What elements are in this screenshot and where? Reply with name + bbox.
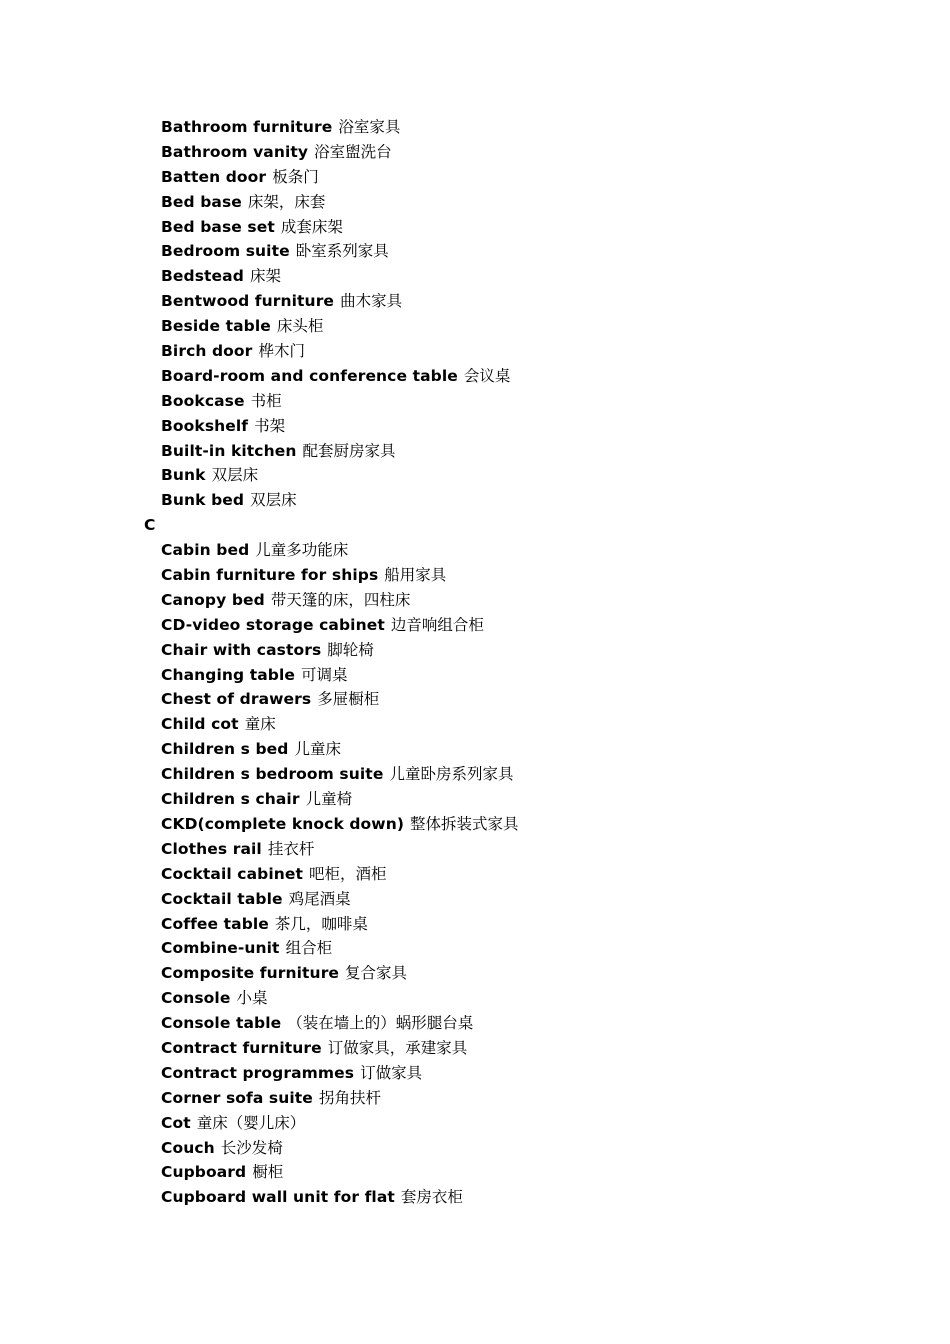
chinese-translation: 吧柜，酒柜 — [309, 864, 387, 883]
glossary-entry — [0, 1036, 950, 1061]
section-letter: C — [144, 516, 156, 535]
glossary-entry — [0, 961, 950, 986]
chinese-translation: 桦木门 — [258, 342, 305, 361]
glossary-entry — [0, 463, 950, 488]
chinese-translation: 书柜 — [250, 391, 282, 410]
english-term: Combine-unit — [161, 939, 280, 958]
glossary-entry — [0, 1160, 950, 1185]
english-term: Cot — [161, 1113, 191, 1132]
glossary-entry — [0, 887, 950, 912]
chinese-translation: 卧室系列家具 — [295, 242, 389, 261]
glossary-entry — [0, 762, 950, 787]
chinese-translation: 床头柜 — [276, 317, 324, 336]
glossary-entry — [0, 862, 950, 887]
glossary-entry — [0, 912, 950, 937]
chinese-translation: 茶几，咖啡桌 — [274, 914, 368, 933]
chinese-translation: 套房衣柜 — [400, 1188, 463, 1207]
english-term: Bathroom furniture — [161, 118, 333, 136]
glossary-entry — [0, 439, 950, 464]
chinese-translation: 复合家具 — [345, 964, 408, 983]
glossary-entry — [0, 190, 950, 215]
chinese-translation: 会议桌 — [463, 366, 511, 385]
chinese-translation: （装在墙上的）蜗形腿台桌 — [287, 1014, 474, 1033]
glossary-entry — [0, 314, 950, 339]
chinese-translation: 多屉橱柜 — [317, 690, 380, 709]
english-term: Bathroom vanity — [161, 142, 309, 161]
chinese-translation: 童床（婴儿床） — [196, 1113, 306, 1132]
glossary-entry — [0, 663, 950, 688]
chinese-translation: 浴室家具 — [338, 118, 401, 136]
glossary-entry — [0, 1086, 950, 1111]
english-term: Cupboard wall unit for flat — [161, 1188, 395, 1207]
glossary-entry — [0, 613, 950, 638]
glossary-entry — [0, 1111, 950, 1136]
glossary-entry — [0, 1011, 950, 1036]
chinese-translation: 板条门 — [272, 167, 319, 186]
chinese-translation: 配套厨房家具 — [302, 441, 396, 460]
chinese-translation: 船用家具 — [384, 566, 447, 585]
chinese-translation: 鸡尾酒桌 — [288, 889, 351, 908]
chinese-translation: 可调桌 — [301, 665, 348, 684]
english-term: Beside table — [161, 317, 271, 336]
chinese-translation: 脚轮椅 — [327, 640, 374, 659]
chinese-translation: 成套床架 — [280, 217, 343, 236]
english-term: Cabin bed — [161, 541, 250, 560]
chinese-translation: 订做家具，承建家具 — [327, 1038, 468, 1057]
english-term: CKD(complete knock down) — [161, 814, 405, 833]
chinese-translation: 床架，床套 — [247, 192, 326, 211]
chinese-translation: 儿童多功能床 — [255, 541, 349, 560]
glossary-entry — [0, 165, 950, 190]
english-term: Canopy bed — [161, 590, 265, 609]
chinese-translation: 小桌 — [236, 989, 268, 1008]
english-term: Bookshelf — [161, 416, 249, 435]
glossary-entry — [0, 1185, 950, 1210]
chinese-translation: 长沙发椅 — [220, 1138, 283, 1157]
chinese-translation: 曲木家具 — [340, 292, 403, 311]
english-term: Cabin furniture for ships — [161, 566, 379, 585]
english-term: Bedroom suite — [161, 242, 290, 261]
english-term: Console — [161, 989, 231, 1008]
chinese-translation: 儿童椅 — [305, 790, 353, 809]
glossary-entry — [0, 787, 950, 812]
chinese-translation: 双层床 — [250, 491, 297, 510]
english-term: Bentwood furniture — [161, 292, 335, 311]
glossary-entry — [0, 364, 950, 389]
english-term: Children s bed — [161, 740, 289, 759]
chinese-translation: 整体拆装式家具 — [410, 814, 519, 833]
english-term: Batten door — [161, 167, 267, 186]
glossary-entry — [0, 712, 950, 737]
english-term: Children s chair — [161, 790, 300, 809]
glossary-entry — [0, 986, 950, 1011]
glossary-entry — [0, 414, 950, 439]
chinese-translation: 组合柜 — [285, 939, 333, 958]
chinese-translation: 拐角扶杆 — [318, 1088, 381, 1107]
glossary-entry — [0, 936, 950, 961]
english-term: Bed base — [161, 192, 242, 211]
chinese-translation: 童床 — [244, 715, 276, 734]
glossary-entry — [0, 488, 950, 513]
glossary-entry — [0, 812, 950, 837]
glossary-entry — [0, 837, 950, 862]
glossary-entry — [0, 1061, 950, 1086]
chinese-translation: 边音响组合柜 — [390, 615, 484, 634]
chinese-translation: 儿童床 — [294, 740, 341, 759]
chinese-translation: 订做家具 — [360, 1063, 423, 1082]
english-term: Coffee table — [161, 914, 269, 933]
english-term: Bunk — [161, 466, 206, 485]
english-term: Child cot — [161, 715, 239, 734]
chinese-translation: 儿童卧房系列家具 — [389, 765, 514, 784]
english-term: Clothes rail — [161, 839, 262, 858]
glossary-entry — [0, 737, 950, 762]
chinese-translation: 书架 — [254, 416, 286, 435]
chinese-translation: 床架 — [249, 267, 281, 286]
glossary-entry — [0, 215, 950, 240]
english-term: Changing table — [161, 665, 296, 684]
english-term: Built-in kitchen — [161, 441, 297, 460]
glossary-entry — [0, 289, 950, 314]
english-term: Board-room and conference table — [161, 366, 458, 385]
english-term: Birch door — [161, 342, 253, 361]
glossary-list — [0, 115, 950, 1210]
english-term: Cupboard — [161, 1163, 247, 1182]
english-term: Cocktail table — [161, 889, 283, 908]
english-term: Bookcase — [161, 391, 245, 410]
english-term: Chest of drawers — [161, 690, 312, 709]
glossary-entry — [0, 538, 950, 563]
english-term: Contract programmes — [161, 1063, 355, 1082]
chinese-translation: 浴室盥洗台 — [314, 142, 392, 161]
glossary-entry — [0, 588, 950, 613]
english-term: Children s bedroom suite — [161, 765, 384, 784]
chinese-translation: 带天篷的床，四柱床 — [270, 590, 411, 609]
english-term: Chair with castors — [161, 640, 322, 659]
english-term: Bedstead — [161, 267, 244, 286]
english-term: CD-video storage cabinet — [161, 615, 385, 634]
glossary-entry — [0, 389, 950, 414]
english-term: Console table — [161, 1014, 282, 1033]
chinese-translation: 橱柜 — [252, 1163, 284, 1182]
english-term: Cocktail cabinet — [161, 864, 304, 883]
glossary-entry — [0, 339, 950, 364]
glossary-entry — [0, 563, 950, 588]
english-term: Corner sofa suite — [161, 1088, 313, 1107]
english-term: Bed base set — [161, 217, 275, 236]
glossary-entry — [0, 115, 950, 140]
glossary-entry — [0, 140, 950, 165]
english-term: Bunk bed — [161, 491, 245, 510]
english-term: Contract furniture — [161, 1038, 322, 1057]
english-term: Couch — [161, 1138, 215, 1157]
glossary-entry — [0, 239, 950, 264]
glossary-entry — [0, 1136, 950, 1161]
glossary-entry — [0, 638, 950, 663]
section-letter-heading — [0, 513, 950, 538]
chinese-translation: 挂衣杆 — [267, 839, 315, 858]
glossary-entry — [0, 687, 950, 712]
english-term: Composite furniture — [161, 964, 340, 983]
chinese-translation: 双层床 — [211, 466, 259, 485]
glossary-entry — [0, 264, 950, 289]
